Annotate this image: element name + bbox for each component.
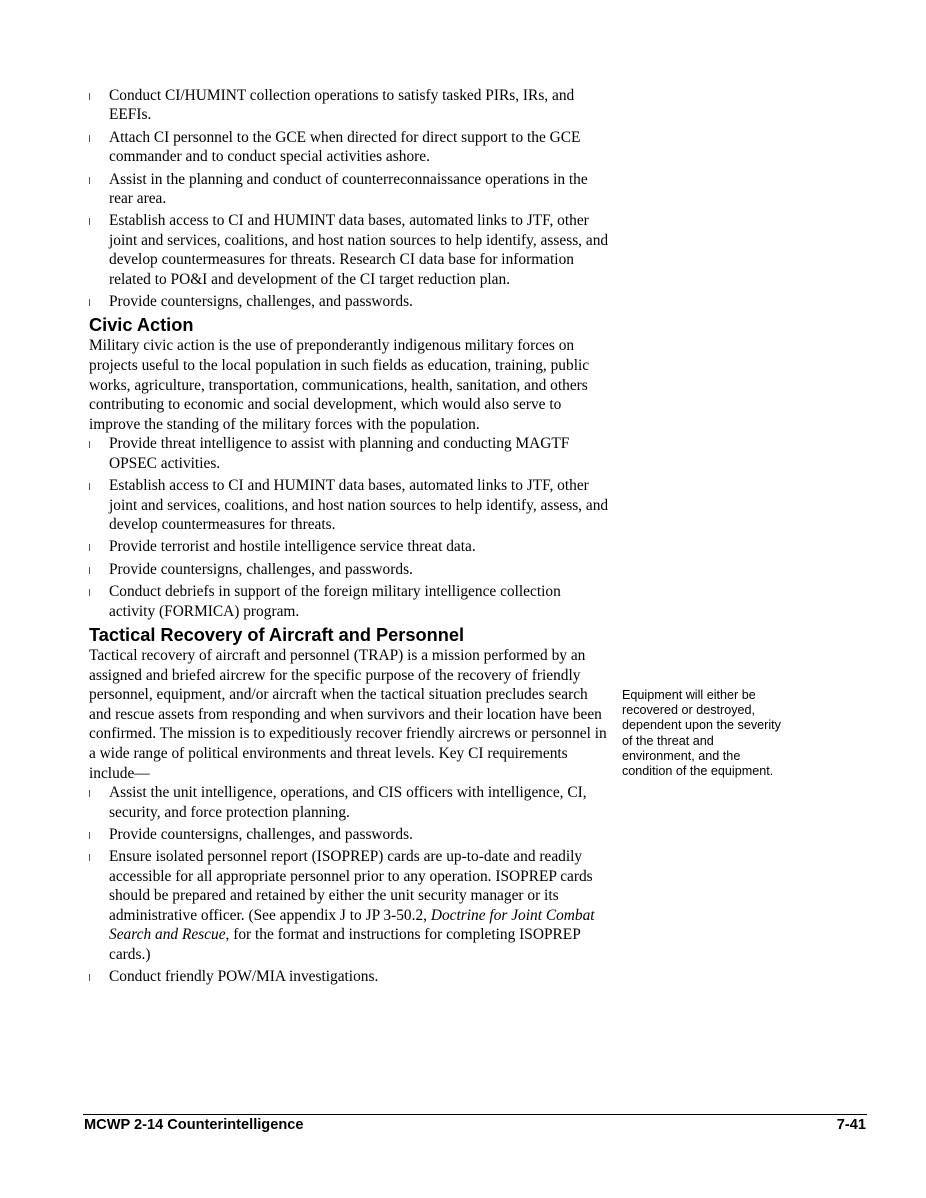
list-item bbox=[89, 476, 609, 534]
list-item bbox=[89, 560, 609, 579]
bullet-icon bbox=[89, 177, 90, 184]
list-item-text: Conduct CI/HUMINT collection operations to satisfy tasked PIRs, IRs, and EEFIs. bbox=[109, 87, 575, 124]
civic-action-bullet-list bbox=[89, 434, 609, 621]
main-content bbox=[89, 86, 609, 989]
civic-action-paragraph: Military civic action is the use of preponderantly indigenous military forces on projects useful to the local population in such fields as education, training, public works, agriculture, transportation, communications, health, sanitation, and others contributing to economic and social development, which would also serve to improve the standing of the military forces with the population. bbox=[89, 337, 590, 433]
bullet-icon bbox=[89, 441, 90, 448]
footer-publication-title: MCWP 2-14 Counterintelligence bbox=[84, 1117, 304, 1133]
list-item-text: Provide countersigns, challenges, and passwords. bbox=[109, 293, 413, 311]
bullet-icon bbox=[89, 567, 90, 574]
list-item-text: Provide terrorist and hostile intelligence service threat data. bbox=[109, 538, 476, 556]
top-bullet-list bbox=[89, 86, 609, 311]
list-item bbox=[89, 967, 609, 986]
margin-note: Equipment will either be recovered or destroyed, dependent upon the severity of the threat and environment, and the condition of the equipment. bbox=[622, 688, 781, 779]
list-item-text: , for the format and instructions for completing ISOPREP cards.) bbox=[109, 926, 581, 963]
list-item-text: Provide countersigns, challenges, and passwords. bbox=[109, 826, 413, 844]
list-item bbox=[89, 211, 609, 289]
list-item bbox=[89, 292, 609, 311]
list-item-text: Conduct debriefs in support of the foreign military intelligence collection activity (FORMICA) program. bbox=[109, 583, 561, 620]
footer-divider bbox=[83, 1114, 867, 1115]
list-item bbox=[89, 847, 609, 963]
trap-paragraph: Tactical recovery of aircraft and personnel (TRAP) is a mission performed by an assigned and briefed aircrew for the specific purpose of the recovery of friendly personnel, equipment, and/or aircraft when the tactical situation precludes search and rescue assets from responding and when survivors and their location have been confirmed. The mission is to expeditiously recover friendly aircrews or personnel in a wide range of political environments and threat levels. Key CI requirements include— bbox=[89, 647, 607, 782]
bullet-icon bbox=[89, 299, 90, 306]
list-item bbox=[89, 783, 609, 822]
list-item-text: Attach CI personnel to the GCE when directed for direct support to the GCE commander and to conduct special activities ashore. bbox=[109, 128, 581, 166]
bullet-icon bbox=[89, 218, 90, 225]
list-item-text: Provide threat intelligence to assist with planning and conducting MAGTF OPSEC activities. bbox=[109, 435, 570, 472]
list-item bbox=[89, 170, 609, 209]
bullet-icon bbox=[89, 854, 90, 861]
trap-heading: Tactical Recovery of Aircraft and Personnel bbox=[89, 625, 464, 646]
bullet-icon bbox=[89, 93, 90, 100]
bullet-icon bbox=[89, 974, 90, 981]
list-item-text: Establish access to CI and HUMINT data bases, automated links to JTF, other joint and services, coalitions, and host nation sources to help identify, assess, and develop countermeasures for threats. bbox=[109, 477, 609, 534]
bullet-icon bbox=[89, 135, 90, 142]
list-item bbox=[89, 86, 609, 125]
page-number: 7-41 bbox=[836, 1117, 866, 1133]
bullet-icon bbox=[89, 832, 90, 839]
list-item-text: Establish access to CI and HUMINT data bases, automated links to JTF, other joint and services, coalitions, and host nation sources to help identify, assess, and develop countermeasures for threats. Research CI data base for information related to PO&I and development of the CI target reduction plan. bbox=[109, 212, 609, 288]
list-item-text: Assist the unit intelligence, operations, and CIS officers with intelligence, CI, security, and force protection planning. bbox=[109, 784, 587, 821]
list-item bbox=[89, 434, 609, 473]
bullet-icon bbox=[89, 589, 90, 596]
bullet-icon bbox=[89, 483, 90, 490]
list-item bbox=[89, 825, 609, 844]
bullet-icon bbox=[89, 544, 90, 551]
list-item-text: Provide countersigns, challenges, and passwords. bbox=[109, 560, 413, 578]
bullet-icon bbox=[89, 790, 90, 797]
publication-title: Doctrine for Joint Combat Search and Rescue bbox=[109, 906, 595, 944]
list-item bbox=[89, 537, 609, 556]
list-item-text: Ensure isolated personnel report (ISOPREP) cards are up-to-date and readily accessible for all appropriate personnel prior to any operation. ISOPREP cards should be prepared and retained by either the unit security manager or its administrative officer. (See appendix J to JP 3-50.2, bbox=[109, 848, 593, 924]
list-item bbox=[89, 128, 609, 167]
list-item-text: Assist in the planning and conduct of counterreconnaissance operations in the rear area. bbox=[109, 170, 588, 208]
civic-action-heading: Civic Action bbox=[89, 315, 194, 336]
trap-bullet-list bbox=[89, 783, 609, 986]
list-item bbox=[89, 582, 609, 621]
list-item-text: Conduct friendly POW/MIA investigations. bbox=[109, 967, 379, 985]
